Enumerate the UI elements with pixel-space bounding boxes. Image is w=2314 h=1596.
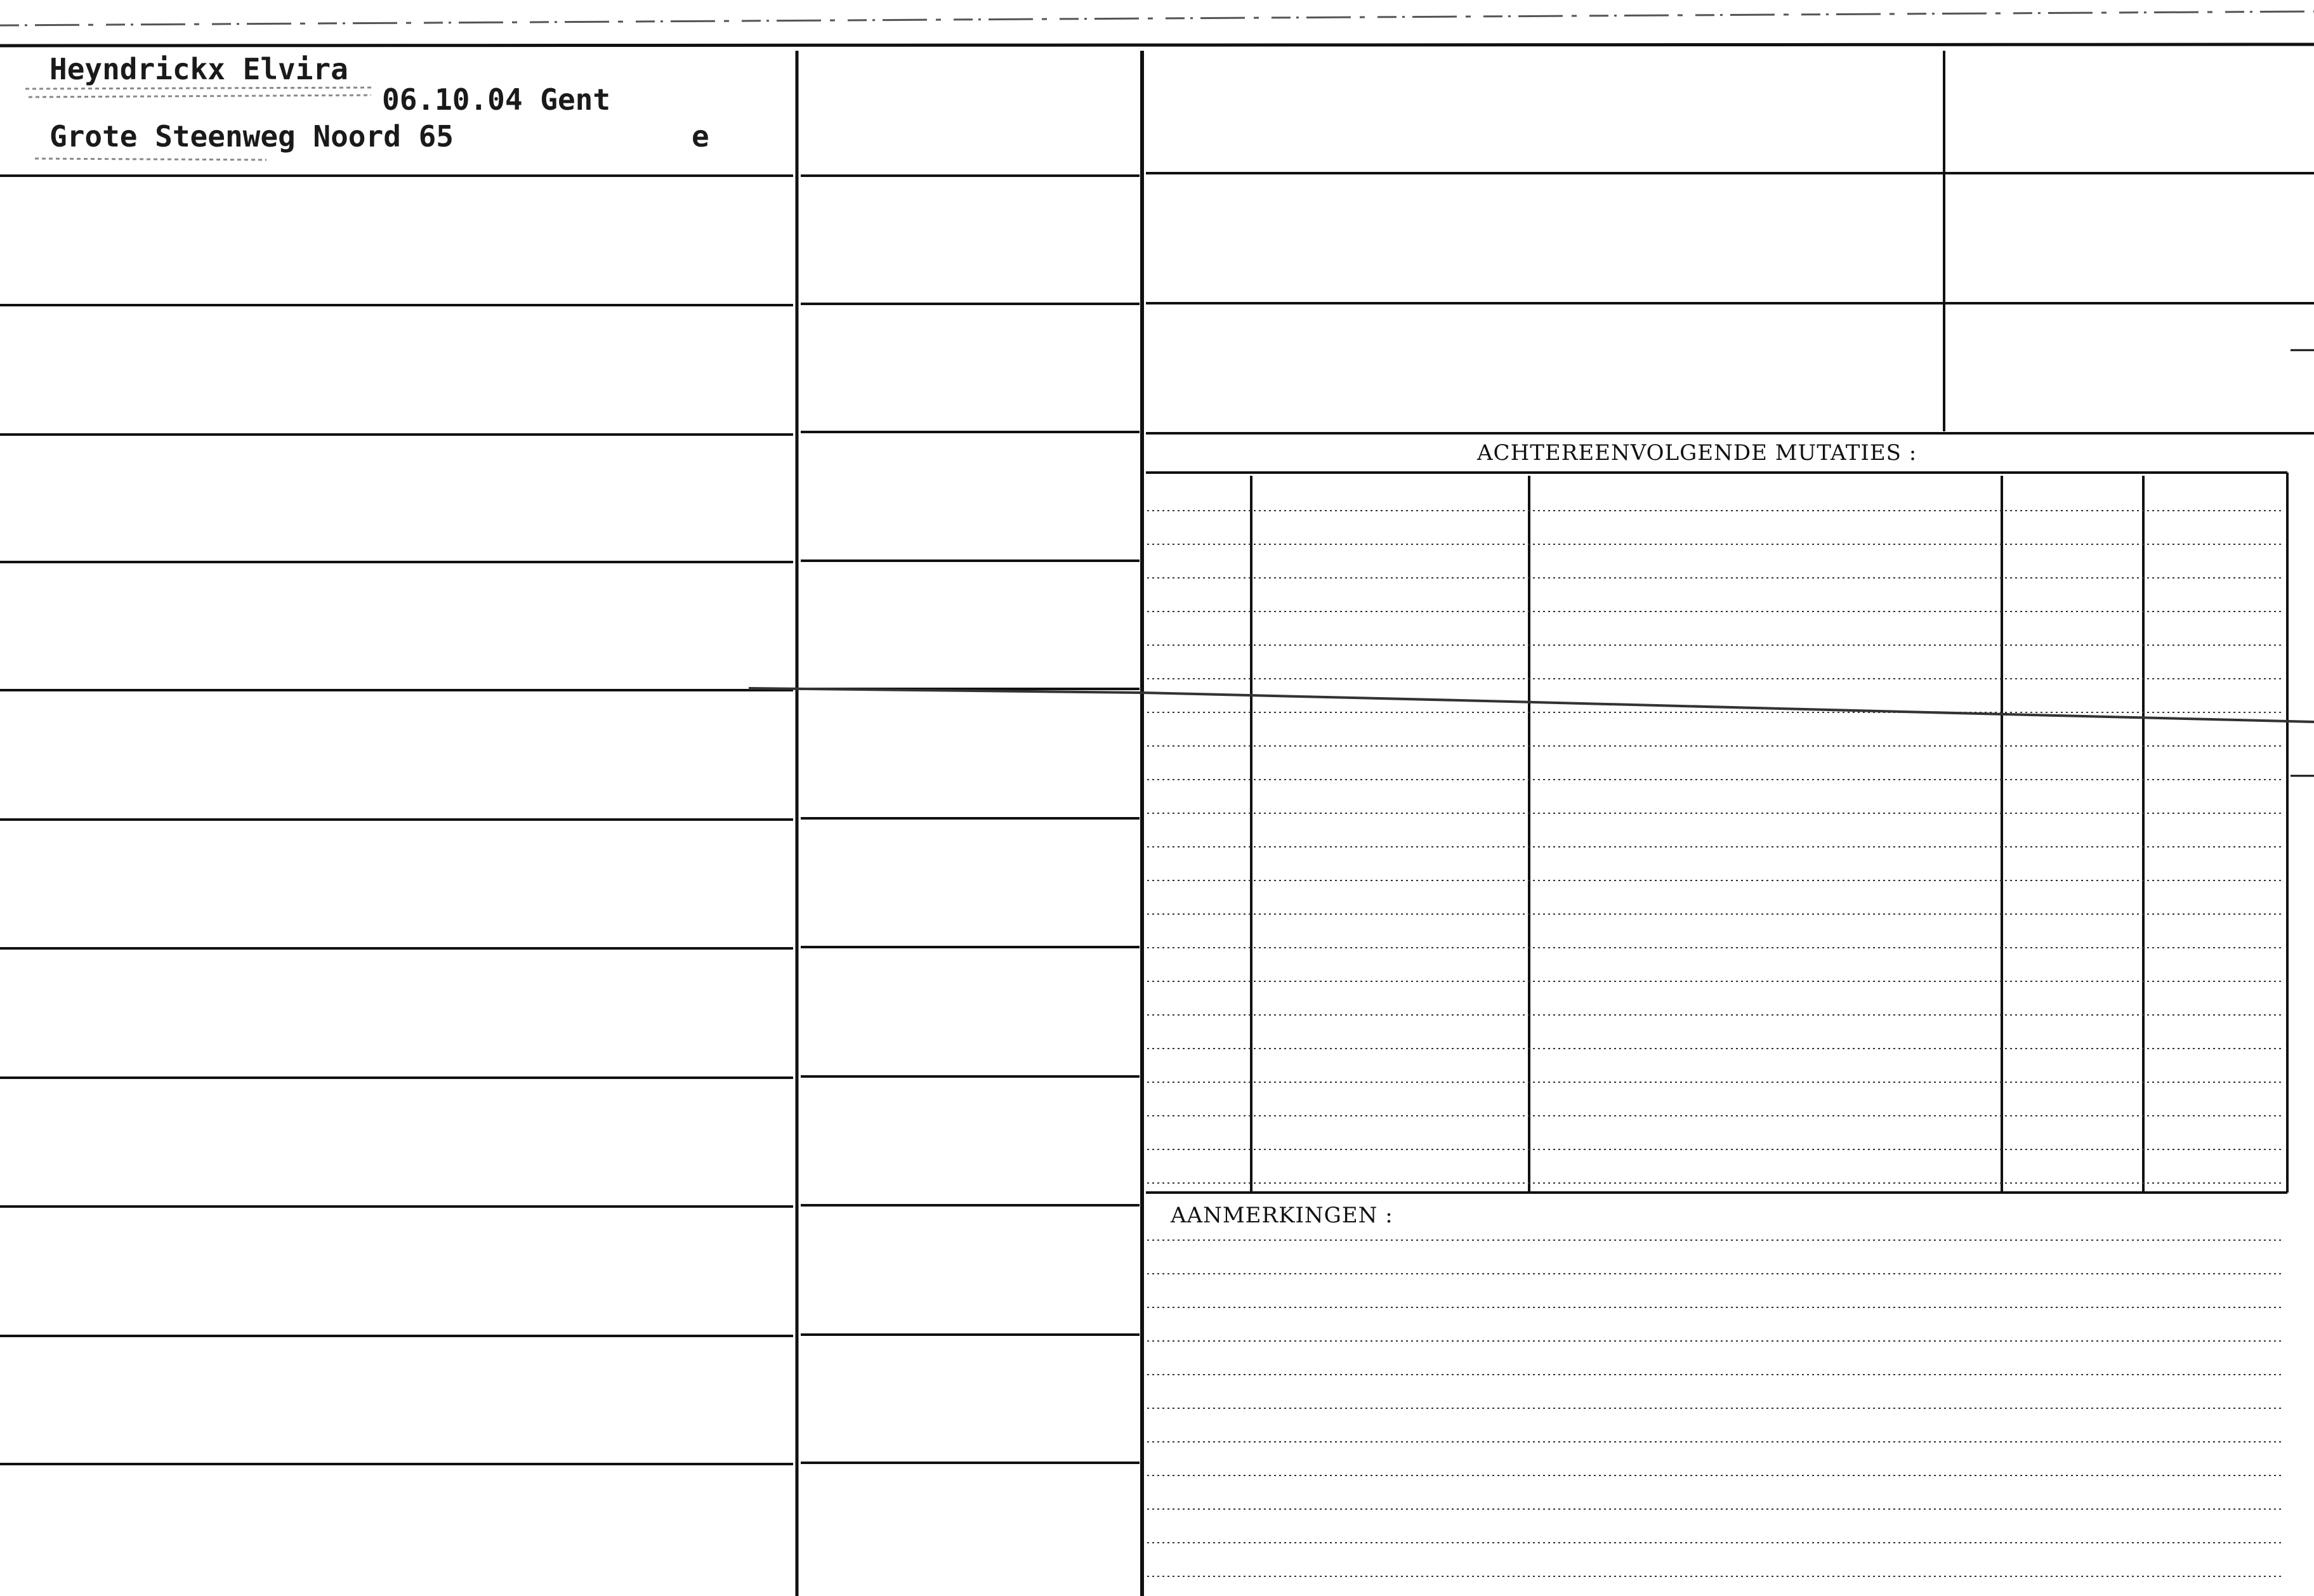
remarks-dotted-lines <box>1147 1240 2284 1576</box>
scan-edge-noise <box>0 11 2314 25</box>
birth-date-place: 06.10.04 Gent <box>382 82 611 117</box>
typed-mark: e <box>692 119 709 154</box>
pencil-stroke <box>749 688 2314 722</box>
person-name: Heyndrickx Elvira <box>49 52 348 86</box>
form-ruling <box>0 11 2314 1596</box>
left-row-lines <box>0 176 793 1464</box>
mutations-heading: ACHTEREENVOLGENDE MUTATIES : <box>1477 440 1917 466</box>
right-top-row-lines <box>1146 173 2314 433</box>
remarks-heading: AANMERKINGEN : <box>1171 1203 1393 1228</box>
top-border <box>0 44 2314 46</box>
mutations-table-frame <box>1146 473 2287 1193</box>
address: Grote Steenweg Noord 65 <box>49 119 454 154</box>
mutations-dotted-rows <box>1147 511 2284 1183</box>
middle-row-lines <box>801 176 1140 1463</box>
